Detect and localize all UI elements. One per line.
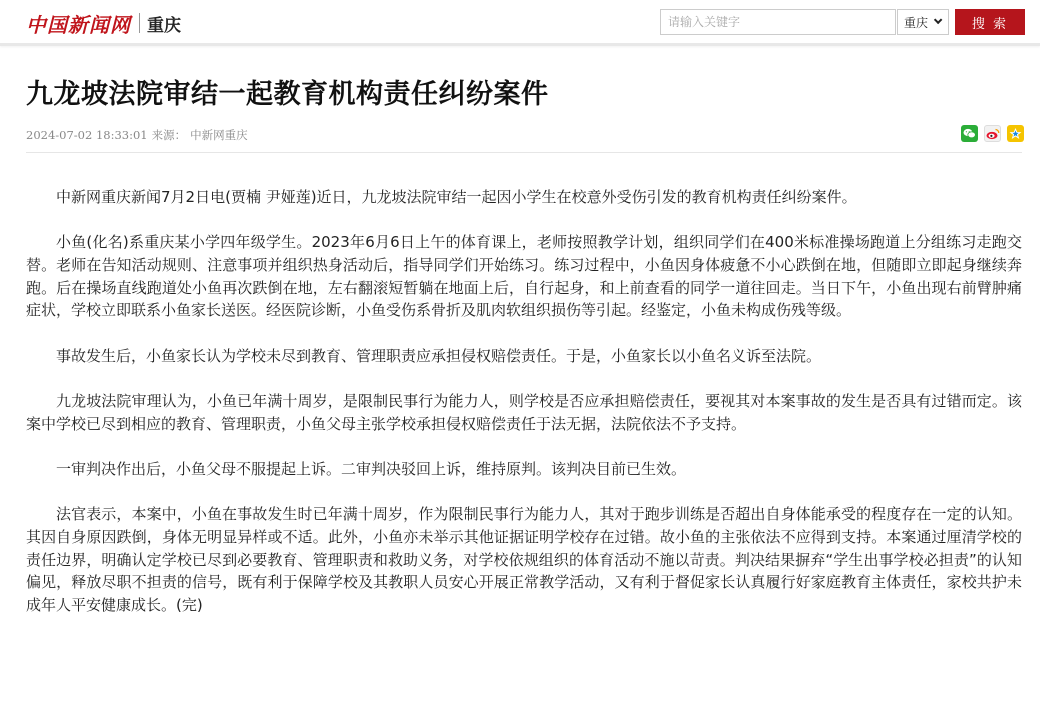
wechat-icon[interactable] — [961, 125, 978, 142]
logo-city-label: 重庆 — [147, 15, 181, 36]
article-paragraph: 九龙坡法院审理认为，小鱼已年满十周岁，是限制民事行为能力人，则学校是否应承担赔偿责任，要视其对本案事故的发生是否具有过错而定。该案中学校已尽到相应的教育、管理职责，小鱼父母主张学校承担侵权赔偿责任于法无据，法院依法不予支持。 — [26, 392, 1022, 433]
source-label: 来源： — [151, 128, 187, 142]
article-body — [26, 186, 1022, 639]
source-value: 中新网重庆 — [190, 128, 248, 142]
logo-text: 中国新闻网 — [26, 12, 131, 37]
article-paragraph: 一审判决作出后，小鱼父母不服提起上诉。二审判决驳回上诉，维持原判。该判决目前已生效。 — [56, 460, 687, 478]
city-select-value: 重庆 — [904, 15, 929, 30]
title-divider — [26, 152, 1022, 153]
weibo-icon[interactable] — [984, 125, 1001, 142]
chevron-down-icon — [934, 16, 942, 24]
share-bar — [961, 125, 1024, 142]
article-meta — [26, 127, 252, 143]
article-paragraph: 小鱼(化名)系重庆某小学四年级学生。2023年6月6日上午的体育课上，老师按照教学计划，组织同学们在400米标准操场跑道上分组练习走跑交替。老师在告知活动规则、注意事项并组织热身活动后，指导同学们开始练习。练习过程中，小鱼因身体疲惫不小心跌倒在地，但随即立即起身继续奔跑。后在操场直线跑道处小鱼再次跌倒在地，左右翻滚短暂躺在地面上后，自行起身，和上前查看的同学一道往回走。当日下午，小鱼出现右前臂肿痛症状，学校立即联系小鱼家长送医。经医院诊断，小鱼受伤系骨折及肌肉软组织损伤等引起。经鉴定，小鱼未构成伤残等级。 — [26, 233, 1022, 320]
article-paragraph: 事故发生后，小鱼家长认为学校未尽到教育、管理职责应承担侵权赔偿责任。于是，小鱼家长以小鱼名义诉至法院。 — [56, 346, 822, 365]
qzone-icon[interactable] — [1007, 125, 1024, 142]
article-title: 九龙坡法院审结一起教育机构责任纠纷案件 — [26, 79, 549, 110]
site-logo[interactable] — [26, 9, 181, 37]
city-select[interactable] — [897, 9, 949, 35]
logo-divider — [139, 13, 140, 33]
search-input[interactable] — [660, 9, 896, 35]
top-bar — [0, 0, 1040, 46]
article-paragraph: 法官表示，本案中，小鱼在事故发生时已年满十周岁，作为限制民事行为能力人，其对于跑步训练是否超出自身体能承受的程度存在一定的认知。其因自身原因跌倒，身体无明显异样或不适。此外，小鱼亦未举示其他证据证明学校存在过错。故小鱼的主张依法不应得到支持。本案通过厘清学校的责任边界，明确认定学校已尽到必要教育、管理职责和救助义务，对学校依规组织的体育活动不施以苛责。判决结果摒弃“学生出事学校必担责”的认知偏见，释放尽职不担责的信号，既有利于保障学校及其教职人员安心开展正常教学活动，又有利于督促家长认真履行好家庭教育主体责任，家校共护未成年人平安健康成长。(完) — [26, 505, 1022, 615]
article-datetime: 2024-07-02 18:33:01 — [26, 128, 148, 142]
search-button[interactable]: 搜 索 — [955, 9, 1025, 35]
article-paragraph: 中新网重庆新闻7月2日电(贾楠 尹娅莲)近日，九龙坡法院审结一起因小学生在校意外受伤引发的教育机构责任纠纷案件。 — [56, 188, 857, 206]
